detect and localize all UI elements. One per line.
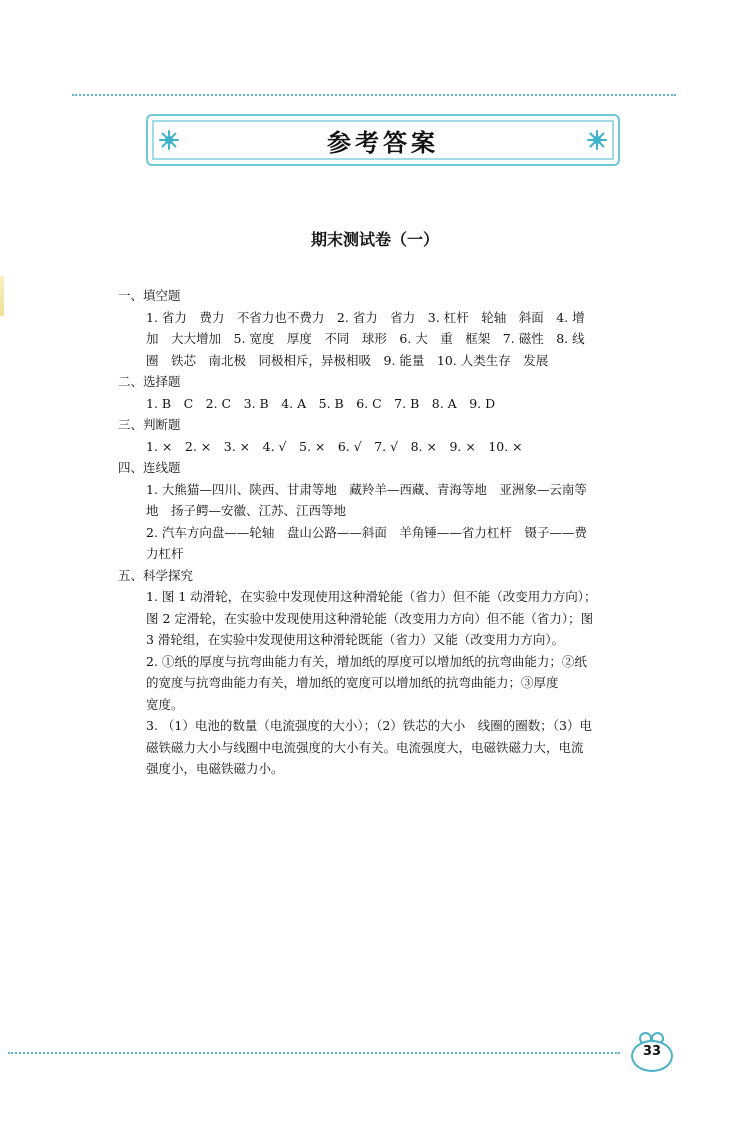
snowflake-icon: [158, 129, 180, 151]
answer-line: 2. ①纸的厚度与抗弯曲能力有关，增加纸的厚度可以增加纸的抗弯曲能力；②纸: [146, 653, 587, 669]
answer-line: 2. 汽车方向盘——轮轴 盘山公路——斜面 羊角锤——省力杠杆 镊子——费: [146, 524, 587, 540]
top-dotted-divider: [72, 94, 676, 96]
answer-line: 宽度。: [146, 696, 184, 712]
edge-mark: [0, 276, 4, 316]
page-number-badge: [629, 1032, 673, 1070]
section-true-false: [118, 414, 660, 457]
section-heading: 四、连线题: [118, 460, 181, 475]
section-heading: 二、选择题: [118, 374, 181, 389]
answer-line: 的宽度与抗弯曲能力有关，增加纸的宽度可以增加纸的抗弯曲能力；③厚度: [146, 675, 559, 690]
section-science-inquiry: [118, 565, 660, 780]
answer-line: 1. 省力 费力 不省力也不费力 2. 省力 省力 3. 杠杆 轮轴 斜面 4. 增: [146, 309, 585, 325]
section-heading: 五、科学探究: [118, 567, 194, 583]
answer-line: 3 滑轮组，在实验中发现使用这种滑轮既能（省力）又能（改变用力方向）。: [146, 632, 565, 647]
answer-line: 1. × 2. × 3. × 4. √ 5. × 6. √ 7. √ 8. × 9. × 10. ×: [146, 438, 523, 454]
section-heading: 三、判断题: [118, 417, 181, 432]
page-title: 参考答案: [327, 128, 439, 157]
section-heading: 一、填空题: [118, 288, 181, 303]
answer-line: 圈 铁芯 南北极 同极相斥，异极相吸 9. 能量 10. 人类生存 发展: [146, 352, 549, 368]
answer-line: 磁铁磁力大小与线圈中电流强度的大小有关。电流强度大，电磁铁磁力大，电流: [146, 739, 584, 755]
section-matching: [118, 457, 660, 565]
title-banner: [146, 114, 620, 166]
answer-line: 图 2 定滑轮，在实验中发现使用这种滑轮能（改变用力方向）但不能（省力）；图: [146, 610, 594, 626]
answer-line: 1. 图 1 动滑轮，在实验中发现使用这种滑轮能（省力）但不能（改变用力方向）；: [146, 589, 597, 604]
answer-line: 地 扬子鳄—安徽、江苏、江西等地: [146, 503, 347, 518]
answer-line: 加 大大增加 5. 宽度 厚度 不同 球形 6. 大 重 框架 7. 磁性 8. 线: [146, 331, 585, 346]
answer-line: 3. （1）电池的数量（电流强度的大小）；（2）铁芯的大小 线圈的圈数；（3）电: [146, 718, 593, 733]
bottom-dotted-divider: [8, 1052, 620, 1054]
section-subtitle: 期末测试卷（一）: [310, 230, 439, 249]
answer-line: 强度小，电磁铁磁力小。: [146, 761, 284, 776]
page-number: 33: [642, 1044, 662, 1059]
answer-line: 力杠杆: [146, 546, 184, 561]
section-multiple-choice: [118, 371, 660, 414]
answer-content: [118, 285, 660, 780]
answer-line: 1. B C 2. C 3. B 4. A 5. B 6. C 7. B 8. A 9. D: [146, 395, 496, 411]
snowflake-icon: [586, 129, 608, 151]
section-fill-blank: [118, 285, 660, 371]
answer-line: 1. 大熊猫—四川、陕西、甘肃等地 藏羚羊—西藏、青海等地 亚洲象—云南等: [146, 481, 587, 497]
